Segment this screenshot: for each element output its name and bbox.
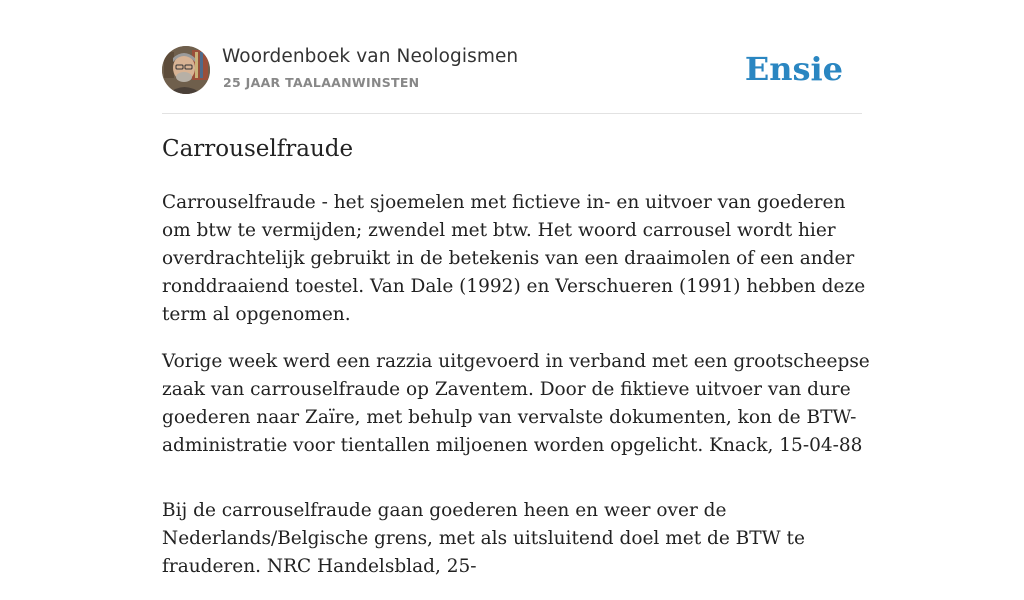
author-avatar[interactable] <box>162 46 210 94</box>
publication-name[interactable]: Woordenboek van Neologismen <box>222 46 519 67</box>
article-title: Carrouselfraude <box>162 136 354 162</box>
avatar-portrait-icon <box>162 46 210 94</box>
site-header <box>162 0 862 114</box>
brand-logo[interactable]: Ensie <box>744 50 843 88</box>
article-body <box>162 189 872 600</box>
article-paragraph: Bij de carrouselfraude gaan goederen heen en weer over de Nederlands/Belgische grens, met als uitsluitend doel met de BTW te frauderen. NRC Handelsblad, 25- <box>162 500 805 577</box>
article-paragraph: Vorige week werd een razzia uitgevoerd in verband met een grootscheepse zaak van carrouselfraude op Zaventem. Door de fiktieve uitvoer van dure goederen naar Zaïre, met behulp van vervalste dokumenten, kon de BTW-administratie voor tientallen miljoenen worden opgelicht. Knack, 15-04-88 <box>162 351 870 456</box>
publication-subtitle: 25 JAAR TAALAANWINSTEN <box>223 75 420 90</box>
page-container <box>162 0 870 577</box>
article-paragraph: Carrouselfraude - het sjoemelen met fictieve in- en uitvoer van goederen om btw te vermijden; zwendel met btw. Het woord carrousel wordt hier overdrachtelijk gebruikt in de betekenis van een draaimolen of een ander ronddraaiend toestel. Van Dale (1992) en Verschueren (1991) hebben deze term al opgenomen. <box>162 192 866 325</box>
